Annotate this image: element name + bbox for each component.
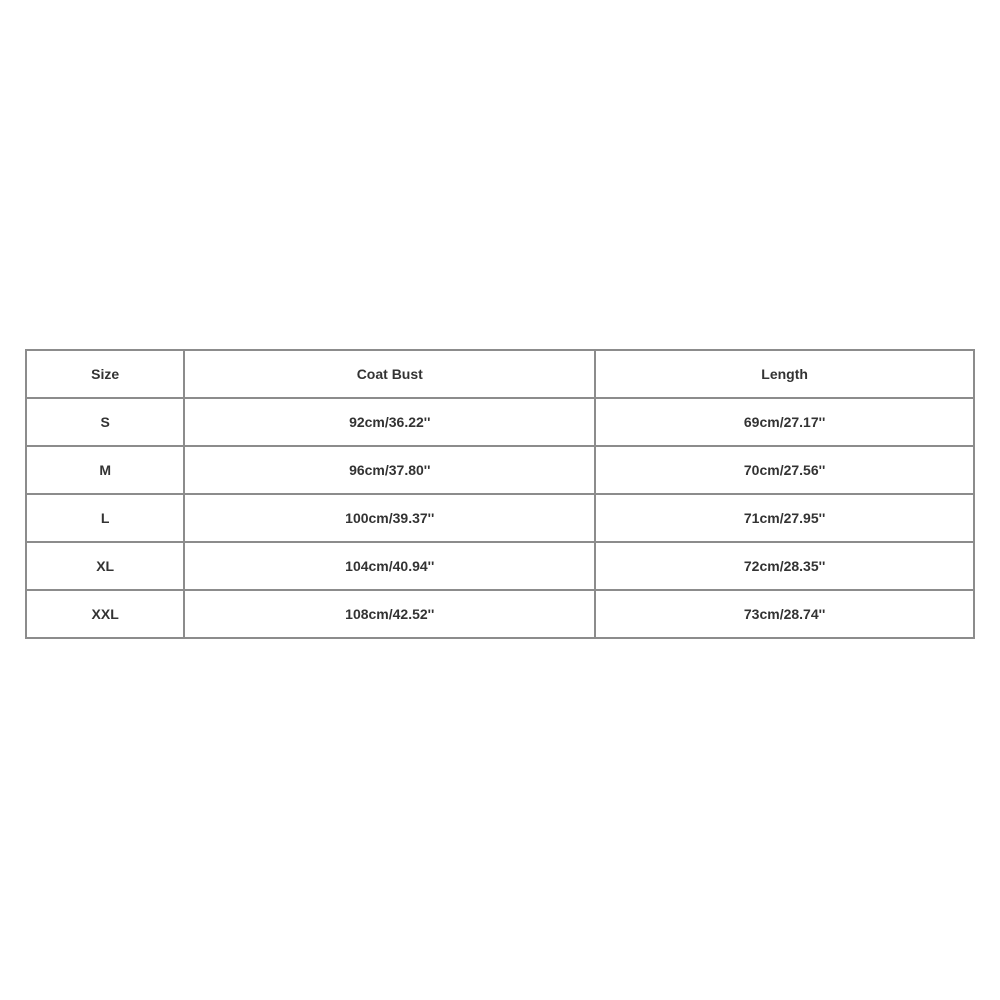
cell-size: XL [26, 542, 184, 590]
cell-length: 72cm/28.35'' [595, 542, 974, 590]
table-row [26, 398, 974, 446]
header-row [26, 350, 974, 398]
cell-coat-bust: 92cm/36.22'' [184, 398, 595, 446]
table-row [26, 494, 974, 542]
table-body [26, 398, 974, 638]
table-row [26, 590, 974, 638]
cell-length: 71cm/27.95'' [595, 494, 974, 542]
header-size: Size [26, 350, 184, 398]
cell-size: XXL [26, 590, 184, 638]
cell-length: 73cm/28.74'' [595, 590, 974, 638]
cell-size: L [26, 494, 184, 542]
cell-coat-bust: 104cm/40.94'' [184, 542, 595, 590]
cell-coat-bust: 108cm/42.52'' [184, 590, 595, 638]
header-coat-bust: Coat Bust [184, 350, 595, 398]
header-length: Length [595, 350, 974, 398]
table-header [26, 350, 974, 398]
table-row [26, 542, 974, 590]
cell-length: 70cm/27.56'' [595, 446, 974, 494]
cell-size: S [26, 398, 184, 446]
table-row [26, 446, 974, 494]
cell-coat-bust: 96cm/37.80'' [184, 446, 595, 494]
cell-coat-bust: 100cm/39.37'' [184, 494, 595, 542]
size-chart-table [25, 349, 975, 639]
cell-length: 69cm/27.17'' [595, 398, 974, 446]
cell-size: M [26, 446, 184, 494]
